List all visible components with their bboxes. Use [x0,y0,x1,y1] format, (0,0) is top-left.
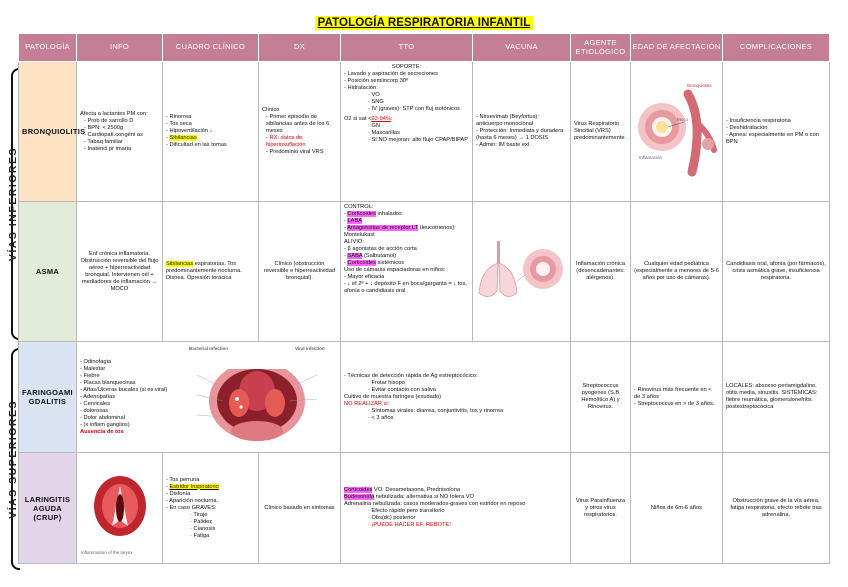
age-cell [631,62,723,202]
info-cell: Enf crónica inflamatoria. Obstrucción reversible del flujo aéreo + hiperreactividad bronquial. Intervienen cél + mediadores de inflamación → MOCO [77,202,163,342]
row-name: LARINGITIS AGUDA (CRUP) [19,453,77,564]
header-pathology: PATOLOGÍA [19,34,77,62]
header-clinical: CUADRO CLÍNICO [163,34,259,62]
clinical-cell: - Rinorrea - Tos seca - Hipoventilación ↓ - Sibilancias - Dificultad en las tomas [163,62,259,202]
row-name: ASMA [19,202,77,342]
lungs-image [475,235,567,305]
header-agent: AGENTE ETIOLÓGICO [571,34,631,62]
tto-cell: CONTROL: - Corticoides inhalados - LABA - Antagonistas de receptor LT (leucotrienos): Montelukast ALIVIO: - β agonistas de acción corta - SABA (Salbutamol) - Corticoides sistémicos Uso de cámaras espaciadoras en niños: - Mayor eficacia - ↓ ef 2ª + ↓ depósito F en boca/garganta = ↓ tos, afonía o candidiasis oral [341,202,473,342]
tto-cell: Corticoides VO: Dexametasona, Prednisolona Budesonida nebulizada: alternativa si NO tolera VO Adrenalina nebulizada: casos moderados-graves con estridor en reposo · Efecto rápido pero transitorio · Obs(dc) posterior · ¡PUEDE HACER EF. REBOTE! [341,453,571,564]
vaccine-cell [473,202,571,342]
page-title: PATOLOGÍA RESPIRATORIA INFANTIL [315,16,534,30]
image-label-left: Inflamación [639,154,663,160]
header-vaccine: VACUNA [473,34,571,62]
throat-image [177,345,337,449]
clinical-cell: Sibilancias espiratorias. Tos predominantemente nocturna. Disnea. Opresión torácica [163,202,259,342]
header-info: INFO [77,34,163,62]
section-lower-label: VÍAS INFERIORES [7,146,19,262]
row-faringoamigdalitis [19,342,830,453]
dx-cell: Clínico - Primer episodio de sibilancias antes de los 6 meses - RX: datos de hiperinsuflación - Predominio viral VRS [259,62,341,202]
complications-cell: LOCALES: absceso periamigdalino, otitis media, sinusitis. SISTÉMICAS: fiebre reumática, glomerulonefritis postestreptocócica [723,342,830,453]
row-asma [19,202,830,342]
complications-cell: Candidiasis oral, afonía (por fármacos), crisis asmática grave, insuficiencia respiratoria. [723,202,830,342]
dx-cell: Clínico (obstrucción reversible e hiperreactividad bronquial). [259,202,341,342]
info-cell: Afecta a lactantes PM con: - Prob de sarrollo D - BPN: < 2500g - Cardiopatí.congéni as - Tabaq familiar - Inatenci pr imaria [77,62,163,202]
info-image-cell [77,453,163,564]
throat-illustration: Bacterial infection Viral infection [177,345,337,449]
larynx-image [85,468,155,548]
agent-cell: Inflamación crónica (desencadenantes: alérgenos). [571,202,631,342]
agent-cell: Streptococcus pyogenes (S.B Hemolítico A) y Rinovirus. [571,342,631,453]
complications-cell: Obstrucción grave de la vía aérea, fatiga respiratoria, efecto rebote tras adrenalina. [723,453,830,564]
pathology-table [18,33,830,564]
header-age: EDAD DE AFECTACIÓN [631,34,723,62]
tto-cell: - Técnicas de detección rápida de Ag estreptocócico: · Frotar hisopo · Evitar contacto con saliva Cultivo de muestra faríngea (exudado) NO REALIZAR si: · Síntomas virales: diarrea, conjuntivitis, tos y rinorrea · < 3 años [341,342,571,453]
header-dx: DX [259,34,341,62]
clinical-cell: - Tos perruna - Estridor Inspiratorio - Disfonía - Aparición nocturna. - En caso GRAVES: · Tiraje · Palidez · Cianosis · Fatiga [163,453,259,564]
age-cell: - Rinovirus más frecuente en < de 3 años - Streptococcus en > de 3 años. [631,342,723,453]
row-name: BRONQUIOLITIS [19,62,77,202]
vaccine-cell: - Nirsevimab (Beyfortus): anticuerpo monoclonal - Protección: Inmediata y duradera (hasta 6 meses) → 1 DOSIS - Admin: IM baste exl [473,62,571,202]
row-name: FARINGOAMIGDALITIS [19,342,77,453]
bronchus-image [634,82,720,182]
larynx-illustration: Inflammation of the larynx [79,458,160,558]
row-bronquiolitis [19,62,830,202]
image-label-mid: Moco [677,116,689,122]
age-cell: Cualquier edad pediátrica (especialmente a menores de 5-6 años por uso de cámaras). [631,202,723,342]
agent-cell: Virus Parainfluenza y otros virus respiratorios. [571,453,631,564]
section-upper-label: VÍAS SUPERIORES [7,399,19,519]
header-row [19,34,830,62]
bronquiolitis-illustration [633,72,720,192]
agent-cell: Virus Respiratorio Sincitial (VRS) predominantemente. [571,62,631,202]
image-label-right: Bronquiolitis [687,82,712,88]
dx-cell: Clínico basado en síntomas [259,453,341,564]
header-tto: TTO [341,34,473,62]
complications-cell: - Insuficiencia respiratoria - Deshidratación - Apnea: especialmente en PM o con BPN [723,62,830,202]
age-cell: Niños de 6m-6 años [631,453,723,564]
info-cell: - Odinofagia - Malestar - Fiebre - Placas blanquecinas - Aftas/Úlceras bucales (si es viral) - Adenopatías - Cervicales - dolorosas - Dolor abdominal - (x inflam ganglios) Ausencia de tos Bacterial infection Viral infection [77,342,341,453]
tto-cell: SOPORTE: - Lavado y aspiración de secreciones - Posición semiincorp 30º - Hidratación: · VO · SNG · IV (graves): STP con fluj isotónicos O2 si sat <92-94%: · GN · Mascarillas · SI NO mejoran: alto flujo CPAP/BIPAP [341,62,473,202]
header-complications: COMPLICACIONES [723,34,830,62]
row-laringitis [19,453,830,564]
